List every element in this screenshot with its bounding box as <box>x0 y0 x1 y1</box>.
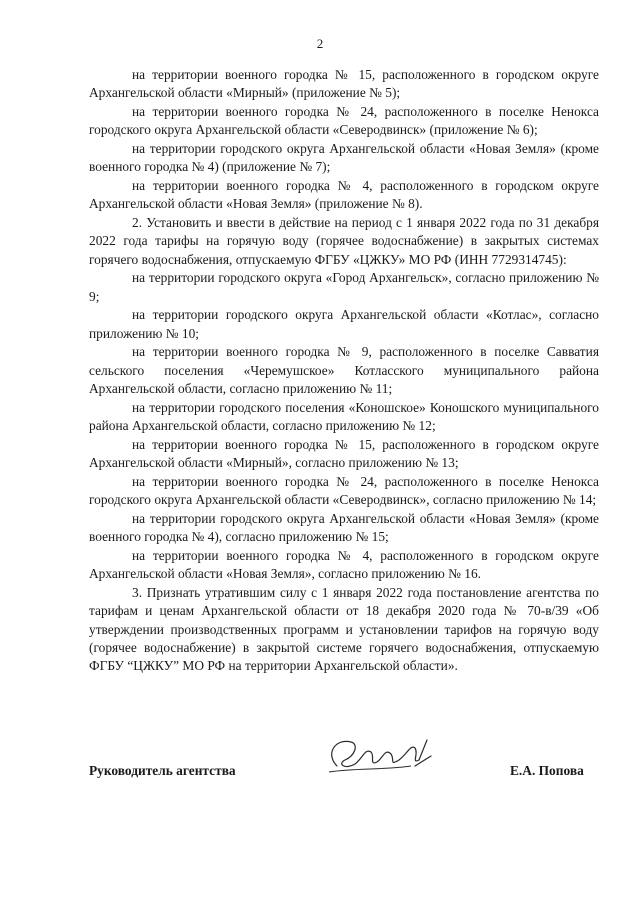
document-body <box>89 66 599 676</box>
paragraph: на территории военного городка № 24, расположенного в поселке Ненокса городского округа Архангельской области «Северодвинск», согласно приложению № 14; <box>89 473 599 508</box>
handwritten-signature <box>315 726 435 786</box>
paragraph: на территории городского округа Архангельской области «Котлас», согласно приложению № 10; <box>89 307 599 341</box>
paragraph: на территории военного городка № 24, расположенного в поселке Ненокса городского округа Архангельской области «Северодвинск» (приложение № 6); <box>89 104 599 138</box>
paragraph: 3. Признать утратившим силу с 1 января 2022 года постановление агентства по тарифам и ценам Архангельской области от 18 декабря 2020 года № 70-в/39 «Об утверждении производственных программ и установлении тарифов на горячую воду (горячее водоснабжение) в закрытой системе горячего водоснабжения, отпускаемую ФГБУ “ЦЖКУ” МО РФ на территории Архангельской области». <box>89 584 599 674</box>
paragraph: на территории военного городка № 4, расположенного в городском округе Архангельской области «Новая Земля», согласно приложению № 16. <box>89 547 599 582</box>
signatory-title: Руководитель агентства <box>89 763 236 778</box>
paragraph: на территории городского округа «Город Архангельск», согласно приложению № 9; <box>89 270 599 304</box>
paragraph: на территории военного городка № 9, расположенного в поселке Савватия сельского поселения «Черемушское» Котласского муниципального района Архангельской области, согласно приложению № 11; <box>89 344 599 397</box>
paragraph: на территории военного городка № 15, расположенного в городском округе Архангельской области «Мирный», согласно приложению № 13; <box>89 436 599 471</box>
paragraph: на территории городского поселения «Коношское» Коношского муниципального района Архангельской области, согласно приложению № 12; <box>89 399 599 434</box>
paragraph: на территории городского округа Архангельской области «Новая Земля» (кроме военного городка № 4) (приложение № 7); <box>89 141 599 175</box>
paragraph: 2. Установить и ввести в действие на период с 1 января 2022 года по 31 декабря 2022 года тарифы на горячую воду (горячее водоснабжение) в закрытых системах горячего водоснабжения, отпускаемую ФГБУ «ЦЖКУ» МО РФ (ИНН 7729314745): <box>89 215 599 267</box>
paragraph: на территории военного городка № 4, расположенного в городском округе Архангельской области «Новая Земля» (приложение № 8). <box>89 178 599 212</box>
paragraph: на территории городского округа Архангельской области «Новая Земля» (кроме военного городка № 4), согласно приложению № 15; <box>89 510 599 545</box>
paragraph: на территории военного городка № 15, расположенного в городском округе Архангельской области «Мирный» (приложение № 5); <box>89 67 599 101</box>
signatory-name: Е.А. Попова <box>510 763 584 778</box>
page-number: 2 <box>316 36 324 51</box>
